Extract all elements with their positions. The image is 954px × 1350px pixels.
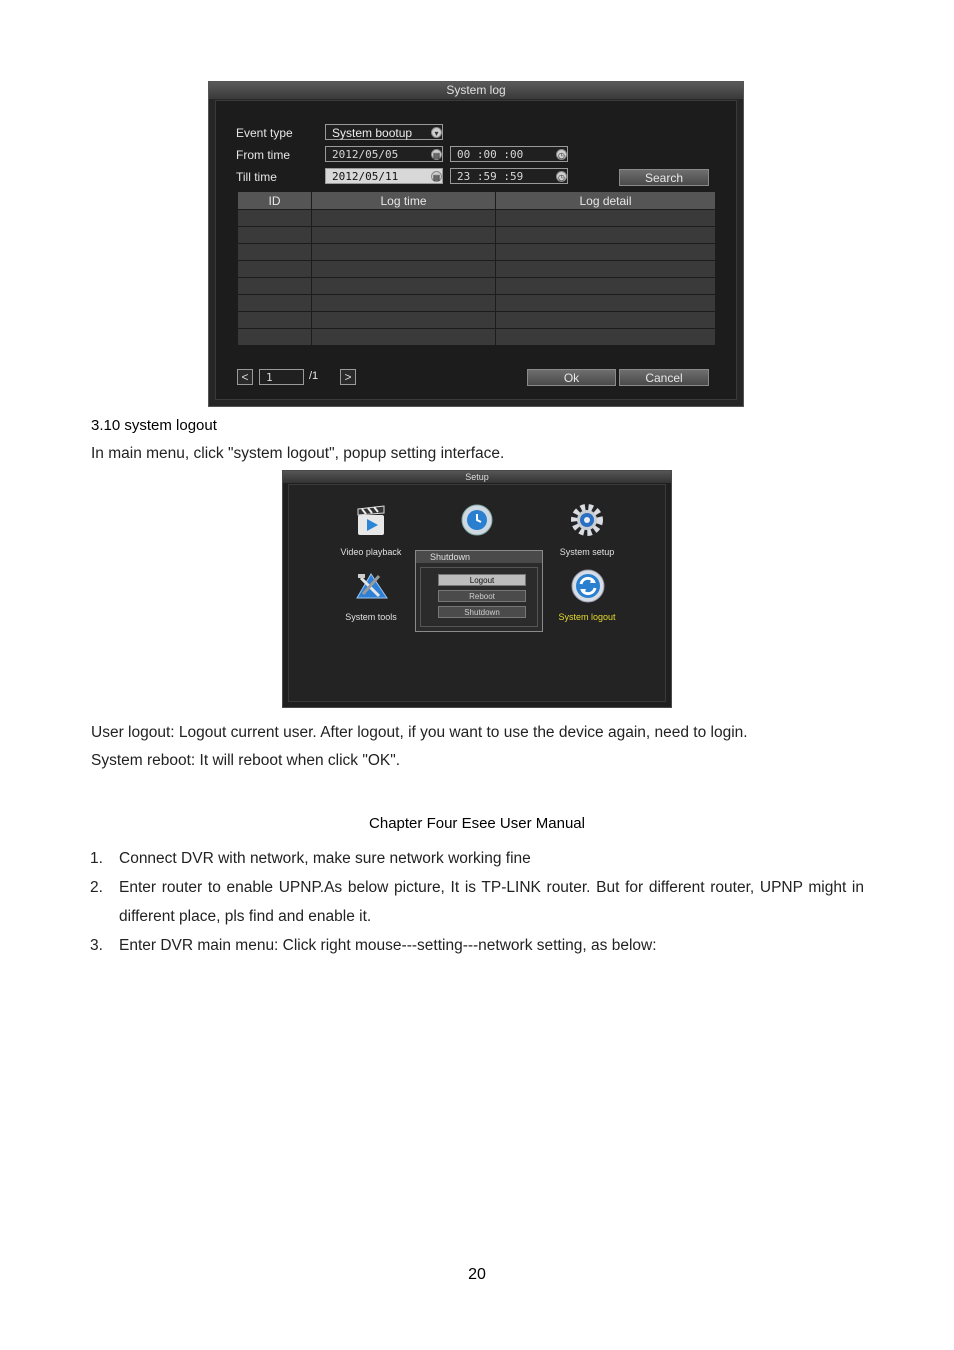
cancel-button[interactable]: Cancel: [619, 369, 709, 386]
app-label-system-tools: System tools: [345, 612, 397, 622]
setup-screenshot: [282, 470, 672, 708]
table-row[interactable]: [238, 261, 716, 278]
system-log-panel: [215, 100, 737, 400]
system-log-screenshot: [208, 81, 744, 407]
list-item-number: 1.: [90, 850, 103, 867]
next-page-button[interactable]: >: [340, 369, 356, 385]
page-number-field[interactable]: 1: [259, 369, 304, 385]
logout-button[interactable]: Logout: [438, 574, 526, 586]
ok-button[interactable]: Ok: [527, 369, 616, 386]
column-header-log-detail: Log detail: [496, 192, 716, 210]
chapter-heading: Chapter Four Esee User Manual: [369, 815, 585, 832]
event-type-label: Event type: [236, 126, 293, 140]
list-item-text: Connect DVR with network, make sure network working fine: [119, 850, 531, 867]
system-reboot-description: System reboot: It will reboot when click "OK".: [91, 752, 401, 769]
app-label-video-playback: Video playback: [340, 547, 402, 557]
list-item: [90, 931, 864, 960]
user-logout-description: User logout: Logout current user. After logout, if you want to use the device again, need to login.: [91, 724, 748, 741]
list-item: [90, 873, 864, 931]
table-row[interactable]: [238, 210, 716, 227]
list-item-number: 3.: [90, 937, 103, 954]
dropdown-icon[interactable]: ▾: [431, 127, 442, 138]
tools-icon[interactable]: [353, 568, 389, 604]
setup-title: Setup: [283, 471, 671, 483]
from-time-field[interactable]: 00 :00 :00: [450, 146, 568, 162]
table-row[interactable]: [238, 244, 716, 261]
clock-icon[interactable]: ◷: [556, 149, 567, 160]
table-row[interactable]: [238, 227, 716, 244]
from-time-label: From time: [236, 148, 290, 162]
log-table: [237, 191, 716, 346]
system-log-title: System log: [209, 82, 743, 99]
reboot-button[interactable]: Reboot: [438, 590, 526, 602]
event-type-select[interactable]: [325, 124, 443, 140]
page-number: 20: [468, 1266, 486, 1283]
event-type-value: System bootup: [332, 126, 413, 140]
list-item: [90, 844, 864, 873]
table-row[interactable]: [238, 278, 716, 295]
list-item-text: Enter router to enable UPNP.As below picture, It is TP-LINK router. But for different router, UPNP might in different place, pls find and enable it.: [119, 879, 864, 925]
clapperboard-icon[interactable]: [354, 505, 388, 539]
clock-icon[interactable]: ◷: [556, 171, 567, 182]
from-date-field[interactable]: 2012/05/05: [325, 146, 443, 162]
intro-paragraph: In main menu, click "system logout", popup setting interface.: [91, 445, 505, 462]
table-row[interactable]: [238, 295, 716, 312]
search-button[interactable]: Search: [619, 169, 709, 186]
refresh-icon[interactable]: [570, 568, 606, 604]
setup-panel: [288, 484, 666, 702]
table-row[interactable]: [238, 329, 716, 346]
section-heading: 3.10 system logout: [91, 417, 217, 434]
column-header-id: ID: [238, 192, 312, 210]
till-date-field[interactable]: 2012/05/11: [325, 168, 443, 184]
page-total: /1: [309, 370, 319, 382]
shutdown-dialog: [415, 550, 543, 632]
shutdown-button[interactable]: Shutdown: [438, 606, 526, 618]
till-time-field[interactable]: 23 :59 :59: [450, 168, 568, 184]
prev-page-button[interactable]: <: [237, 369, 253, 385]
list-item-number: 2.: [90, 879, 103, 896]
app-label-system-logout: System logout: [558, 612, 616, 622]
app-label-system-setup: System setup: [559, 547, 615, 557]
calendar-icon[interactable]: ▦: [432, 173, 441, 182]
till-time-label: Till time: [236, 170, 277, 184]
calendar-icon[interactable]: ▦: [432, 151, 441, 160]
shutdown-dialog-title: Shutdown: [416, 551, 542, 563]
column-header-log-time: Log time: [312, 192, 496, 210]
list-item-text: Enter DVR main menu: Click right mouse---setting---network setting, as below:: [119, 937, 657, 954]
table-row[interactable]: [238, 312, 716, 329]
history-clock-icon[interactable]: [460, 503, 494, 537]
shutdown-dialog-body: [420, 567, 538, 627]
gear-icon[interactable]: [570, 503, 604, 537]
